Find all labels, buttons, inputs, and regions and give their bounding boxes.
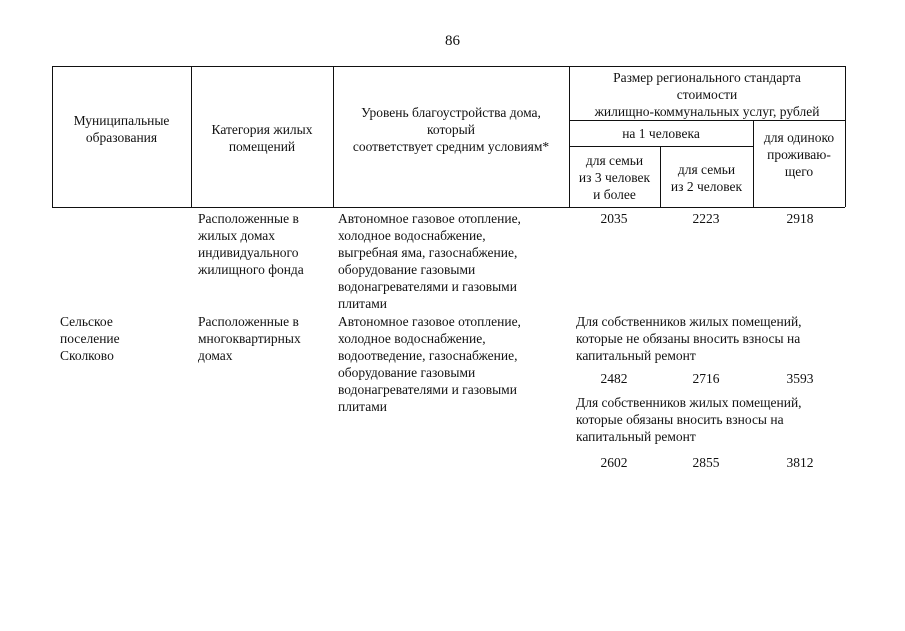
header-family3: для семьи из 3 человек и более	[578, 153, 651, 202]
row2-notob-single: 3593	[786, 371, 814, 386]
header-top-border	[52, 66, 845, 67]
row1-value-single: 2918	[786, 211, 814, 226]
header-family2: для семьи из 2 человек	[670, 162, 743, 194]
row2-notob-family2: 2716	[692, 371, 720, 386]
header-single: для одиноко проживаю- щего	[763, 130, 835, 179]
header-cost-group: Размер регионального стандарта стоимости жилищно-коммунальных услуг, рублей	[594, 70, 820, 119]
header-category: Категория жилых помещений	[211, 122, 313, 154]
row1-value-family3: 2035	[600, 211, 628, 226]
row2-notob-family3: 2482	[600, 371, 628, 386]
table-header	[52, 66, 845, 207]
header-amenities: Уровень благоустройства дома, который соответствует средним условиям*	[352, 105, 550, 154]
row2-note-obliged: Для собственников жилых помещений, которые обязаны вносить взносы на капитальный ремонт	[576, 395, 802, 444]
per-person-divider	[569, 146, 753, 147]
row1-category: Расположенные в жилых домах индивидуального жилищного фонда	[198, 211, 304, 277]
page-number: 86	[445, 33, 460, 49]
row2-ob-family2: 2855	[692, 455, 720, 470]
municipality-name: Сельское поселение Сколково	[60, 314, 120, 363]
right-border	[845, 66, 846, 207]
row2-ob-family3: 2602	[600, 455, 628, 470]
header-municipality: Муниципальные образования	[73, 113, 170, 145]
row1-value-family2: 2223	[692, 211, 720, 226]
row1-amenities: Автономное газовое отопление, холодное водоснабжение, выгребная яма, газоснабжение, оборудование газовыми водонагревателями и газовыми плитами	[338, 211, 521, 311]
header-bottom-border	[52, 207, 845, 208]
row2-note-not-obliged: Для собственников жилых помещений, которые не обязаны вносить взносы на капитальный ремонт	[576, 314, 802, 363]
header-per-person: на 1 человека	[622, 126, 700, 141]
row2-category: Расположенные в многоквартирных домах	[198, 314, 301, 363]
row2-ob-single: 3812	[786, 455, 814, 470]
group-divider	[569, 120, 845, 121]
row2-amenities: Автономное газовое отопление, холодное водоснабжение, водоотведение, газоснабжение, оборудование газовыми водонагревателями и газовыми плитами	[338, 314, 521, 414]
